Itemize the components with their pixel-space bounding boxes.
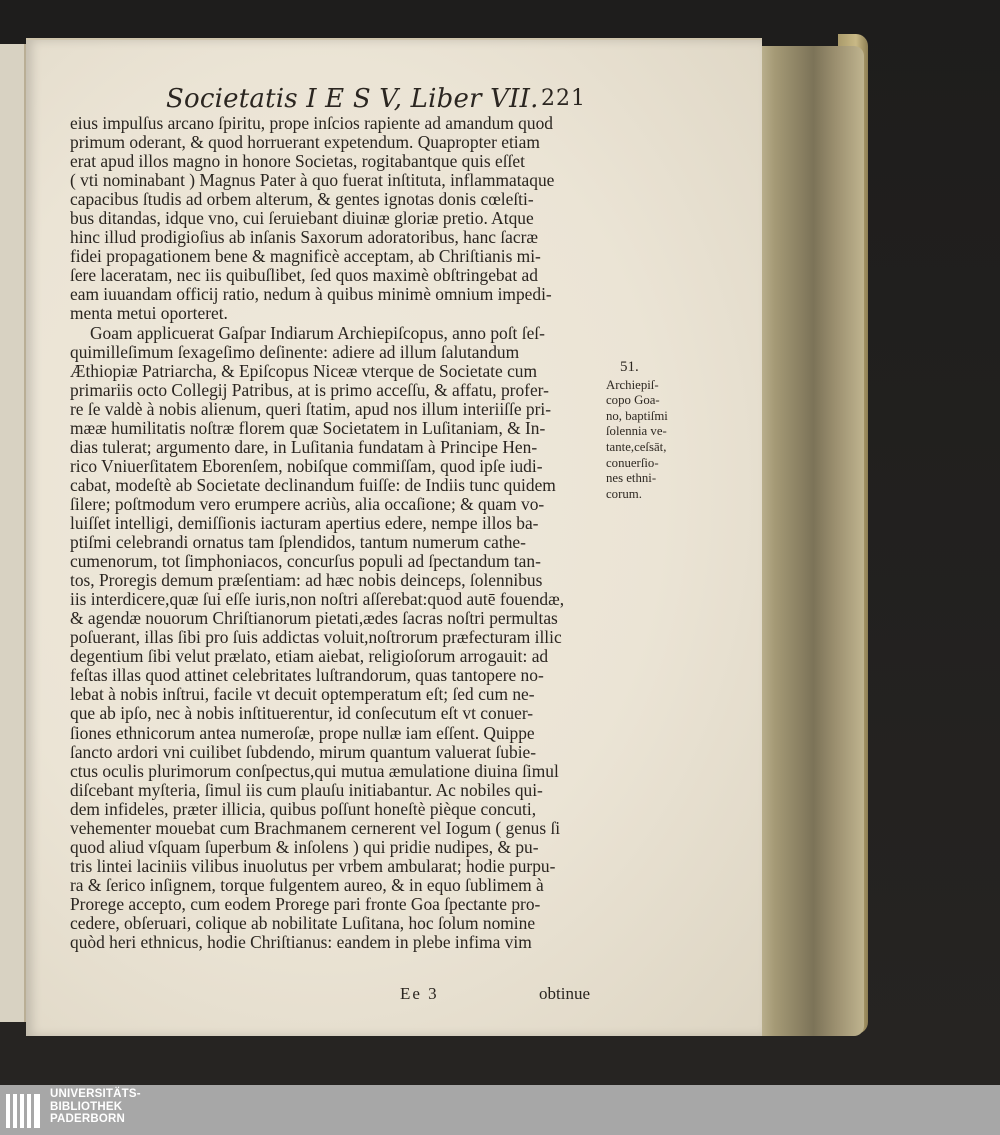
text-line: eam iuuandam officij ratio, nedum à quibus minimè omnium impedi-	[70, 284, 552, 305]
text-line: degentium ſibi velut prælato, etiam aiebat, religioſorum arrogauit: ad	[70, 646, 549, 667]
page-header	[166, 84, 586, 116]
text-line: hinc illud prodigioſius ab inſanis Saxorum adoratoribus, hanc ſacræ	[70, 227, 539, 248]
running-head: Societatis I E S V, Liber VII.	[166, 84, 539, 114]
library-footer-bar	[0, 1085, 1000, 1135]
text-line: ptiſmi celebrandi ornatus tam ſplendidos, tantum numerum cathe-	[70, 532, 526, 553]
library-name-line: UNIVERSITÄTS-	[50, 1088, 141, 1100]
body-text	[70, 114, 590, 952]
library-name-line: BIBLIOTHEK	[50, 1100, 123, 1113]
margin-note-line: conuerſio-	[606, 455, 659, 470]
text-line: ra & ſerico inſignem, torque fulgentem aureo, & in equo ſublimem à	[70, 874, 544, 895]
page-footer	[70, 984, 590, 1006]
text-line: erat apud illos magno in honore Societas, rogitabantque quis eſſet	[70, 151, 525, 172]
text-line: quòd heri ethnicus, hodie Chriſtianus: eandem in plebe infima vim	[70, 932, 532, 953]
text-line: dem infideles, præter illicia, quibus poſſunt honeſtè pièque concuti,	[70, 798, 537, 819]
text-line: eius impulſus arcano ſpiritu, prope inſcios rapiente ad amandum quod	[70, 113, 553, 133]
margin-note-line: copo Goa-	[606, 393, 660, 408]
text-line: primum oderant, & quod horruerant expetendum. Quapropter etiam	[70, 132, 540, 153]
text-line: lebat à nobis inſtrui, facile vt decuit optemperatum eſt; ſed cum ne-	[70, 684, 535, 705]
text-line: Goam applicuerat Gaſpar Indiarum Archiepiſcopus, anno poſt ſeſ-	[90, 322, 545, 343]
margin-note-number: 51.	[620, 359, 639, 375]
margin-note-line: ſolennia ve-	[606, 424, 667, 439]
text-line: ſilere; poſtmodum vero erumpere acriùs, alia occaſione; & quam vo-	[70, 493, 545, 514]
text-line: ſancto ardori vni cuilibet ſubdendo, mirum quantum valuerat ſubie-	[70, 741, 537, 762]
text-line: ctus oculis plurimorum conſpectus,qui mutua æmulatione diuina ſimul	[70, 760, 559, 781]
text-line: cabat, modeſtè ab Societate declinandum fuiſſe: de Indiis tunc quidem	[70, 474, 556, 495]
text-line: mææ humilitatis noſtræ florem quæ Societatem in Luſitaniam, & In-	[70, 417, 546, 438]
text-line: cedere, obſeruari, colique ab nobilitate Luſitana, hoc ſolum nomine	[70, 912, 536, 933]
text-line: ſere laceratam, nec iis quibuſlibet, ſed quos maximè obſtringebat ad	[70, 265, 538, 286]
text-line: luiſſet intelligi, demiſſionis iacturam apertius edere, nempe illos ba-	[70, 512, 539, 533]
text-line: tris lintei laciniis vilibus inuolutus per vrbem ambularat; hodie purpu-	[70, 855, 556, 876]
page-number: 221	[541, 86, 586, 111]
margin-note-line: tante,ceſsāt,	[606, 439, 667, 454]
text-line: diſcebant myſteria, ſimul iis cum plauſu initiabantur. Ac nobiles qui-	[70, 779, 543, 800]
text-line: ſiones ethnicorum antea numeroſæ, prope nullæ iam eſſent. Quippe	[70, 722, 535, 743]
margin-note-line: no, baptiſmi	[606, 408, 668, 423]
library-name	[50, 1088, 141, 1126]
book-fore-edge	[752, 46, 864, 1036]
text-line: Æthiopiæ Patriarcha, & Epiſcopus Niceæ vterque de Societate cum	[70, 360, 538, 381]
text-line: menta metui oporteret.	[70, 303, 228, 324]
margin-note	[596, 360, 678, 502]
text-line: feſtas illas quod attinet celebritates luſtrandorum, quas tantopere no-	[70, 665, 544, 686]
margin-note-line: Archiepiſ-	[606, 377, 659, 392]
text-line: ( vti nominabant ) Magnus Pater à quo fuerat inſtituta, inflammataque	[70, 170, 555, 191]
book-page	[26, 38, 762, 1036]
text-line: primariis octo Collegij Patribus, at is primo acceſſu, & affatu, profer-	[70, 379, 549, 400]
margin-note-line: nes ethni-	[606, 471, 657, 486]
text-line: poſuerant, illas ſibi pro ſuis addictas voluit,noſtrorum præfecturam illic	[70, 627, 562, 648]
text-line: fidei propagationem bene & magnificè acceptam, ab Chriſtianis mi-	[70, 246, 541, 267]
text-line: quod aliud vſquam ſuperbum & inſolens ) qui pridie nudipes, & pu-	[70, 836, 539, 857]
library-name-line: PADERBORN	[50, 1113, 126, 1125]
text-line: dias tulerat; argumento dare, in Luſitania fundatam à Principe Hen-	[70, 436, 538, 457]
text-line: cumenorum, tot ſimphoniacos, concurſus populi ad ſpectandum tan-	[70, 551, 541, 572]
text-line: capacibus ſtudis ad orbem alterum, & gentes ignotas donis cœleſti-	[70, 189, 534, 210]
library-logo-icon	[4, 1090, 44, 1130]
margin-note-line: corum.	[606, 486, 642, 501]
margin-note-text	[596, 378, 678, 503]
text-line: & agendæ nouorum Chriſtianorum pietati,ædes ſacras noſtri permultas	[70, 608, 558, 629]
text-line: tos, Proregis demum præſentiam: ad hæc nobis deinceps, ſolennibus	[70, 570, 543, 591]
text-line: quimilleſimum ſexageſimo deſinente: adiere ad illum ſalutandum	[70, 341, 520, 362]
facing-page-edge	[0, 44, 26, 1022]
text-line: re ſe valdè à nobis alienum, queri ſtatim, apud nos illum interiiſſe pri-	[70, 398, 552, 419]
signature-mark: Ee 3	[400, 984, 439, 1003]
text-line: que ab ipſo, nec à nobis inſtituerentur, id conſecutum eſt vt conuer-	[70, 703, 534, 724]
catchword: obtinue	[539, 984, 590, 1003]
text-line: bus ditandas, idque vno, cui ſeruiebant diuinæ gloriæ pretio. Atque	[70, 208, 534, 229]
text-line: vehementer mouebat cum Brachmanem cernerent vel Iogum ( genus ſi	[70, 817, 561, 838]
text-line: Prorege accepto, cum eodem Prorege pari fronte Goa ſpectante pro-	[70, 893, 541, 914]
text-line: rico Vniuerſitatem Eborenſem, nobiſque commiſſam, quod ipſe iudi-	[70, 455, 543, 476]
text-line: iis interdicere,quæ ſui eſſe iuris,non noſtri aſſerebat:quod autē fouendæ,	[70, 589, 565, 610]
